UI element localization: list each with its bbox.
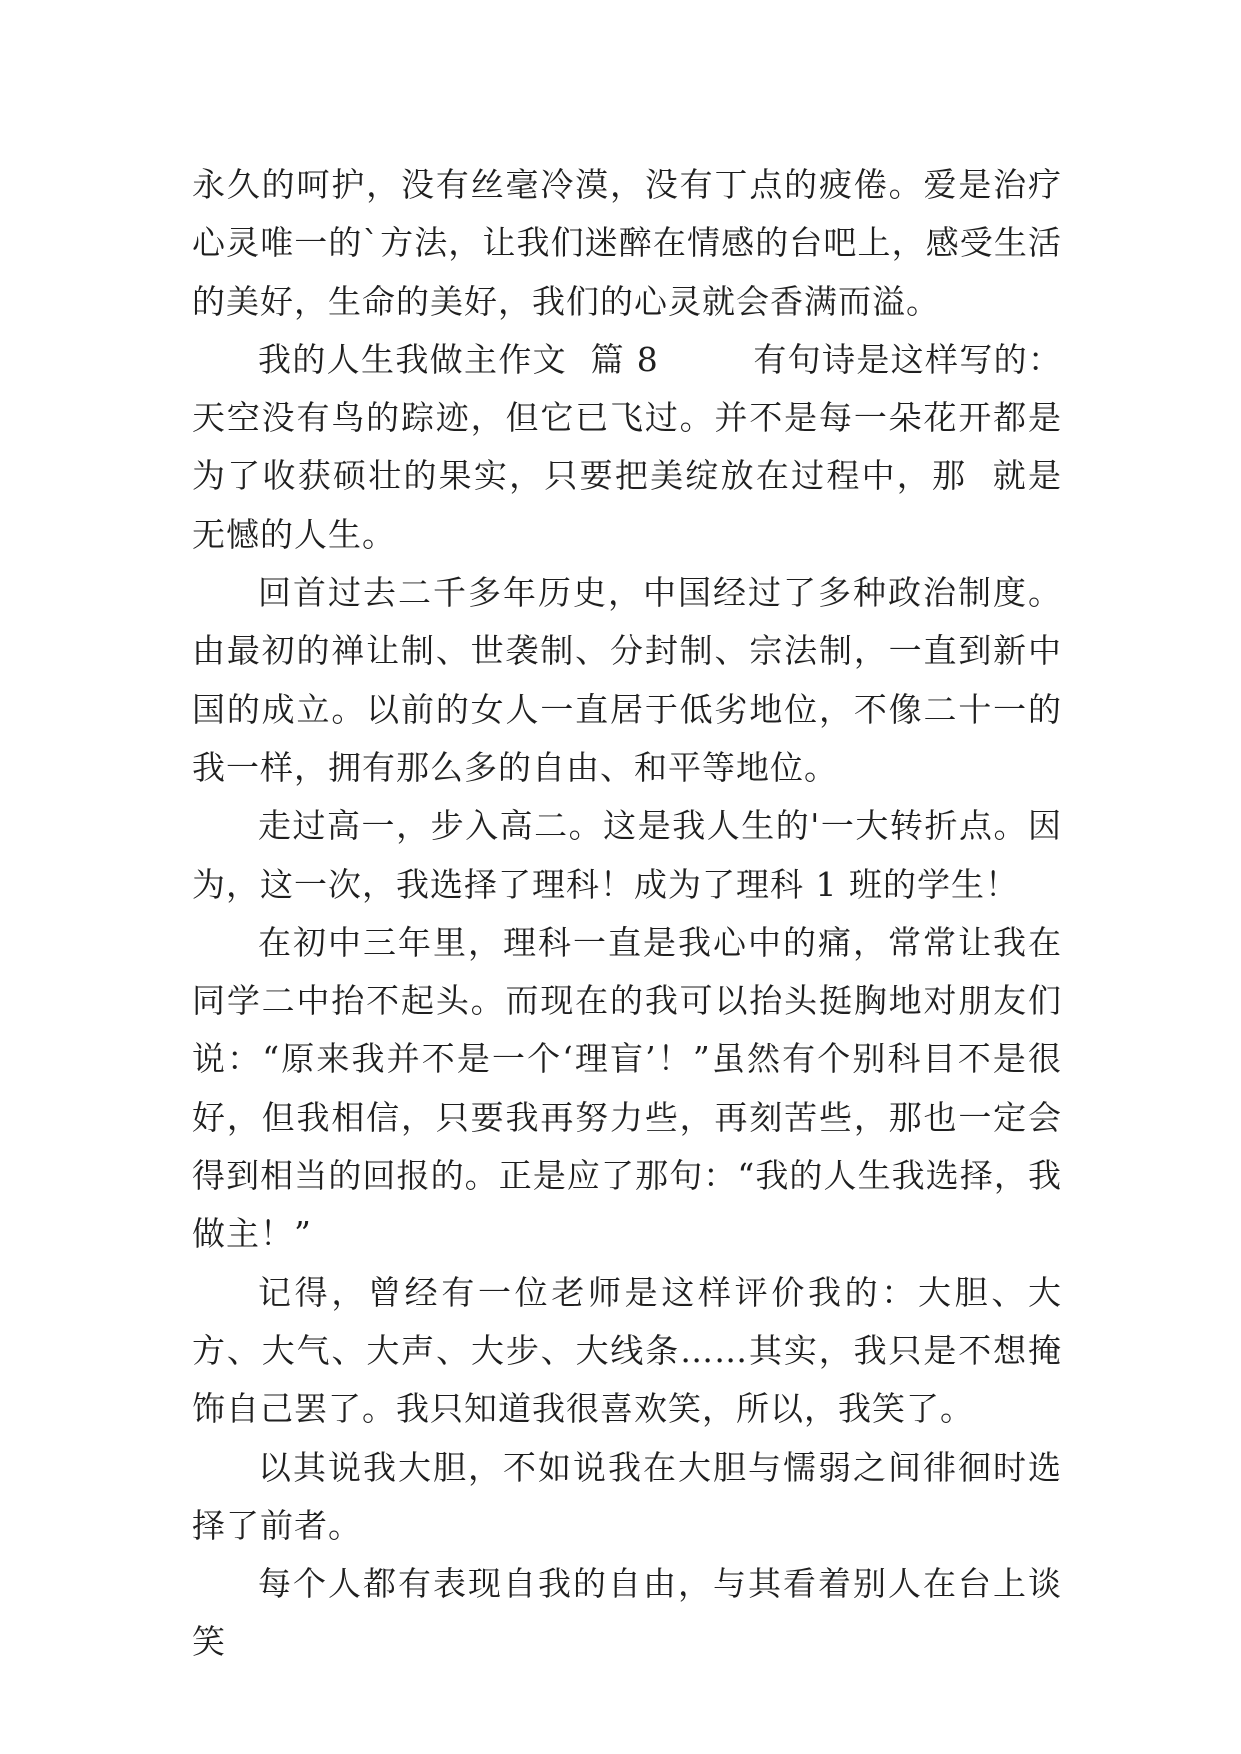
paragraph-junior-high: 在初中三年里，理科一直是我心中的痛，常常让我在同学二中抬不起头。而现在的我可以抬头挺胸地对朋友们说：“原来我并不是一个‘理盲’！”虽然有个别科目不是很好，但我相信，只要我再努力些，再刻苦些，那也一定会得到相当的回报的。正是应了那句：“我的人生我选择，我做主！”: [192, 922, 1062, 1254]
article-body: [192, 156, 1062, 1672]
paragraph-teacher-comment: 记得，曾经有一位老师是这样评价我的：大胆、大方、大气、大声、大步、大线条……其实，我只是不想掩饰自己罢了。我只知道我很喜欢笑，所以，我笑了。: [192, 1272, 1062, 1429]
paragraph-self-expression: 每个人都有表现自我的自由，与其看着别人在台上谈笑: [192, 1564, 1062, 1662]
paragraph-history: 回首过去二千多年历史，中国经过了多种政治制度。由最初的禅让制、世袭制、分封制、宗法制，一直到新中国的成立。以前的女人一直居于低劣地位，不像二十一的我一样，拥有那么多的自由、和平等地位。: [192, 573, 1062, 787]
paragraph-continuation: 永久的呵护，没有丝毫冷漠，没有丁点的疲倦。爱是治疗心灵唯一的`方法，让我们迷醉在情感的台吧上，感受生活的美好，生命的美好，我们的心灵就会香满而溢。: [192, 165, 1062, 321]
paragraph-grade-two: 走过高一，步入高二。这是我人生的'一大转折点。因为，这一次，我选择了理科！成为了理科 1 班的学生！: [192, 806, 1062, 904]
paragraph-bold-choice: 以其说我大胆，不如说我在大胆与懦弱之间徘徊时选择了前者。: [192, 1447, 1062, 1545]
paragraph-section-8-heading: 我的人生我做主作文 篇 8 有句诗是这样写的：天空没有鸟的踪迹，但它已飞过。并不是每一朵花开都是为了收获硕壮的果实，只要把美绽放在过程中，那 就是无憾的人生。: [192, 339, 1062, 554]
